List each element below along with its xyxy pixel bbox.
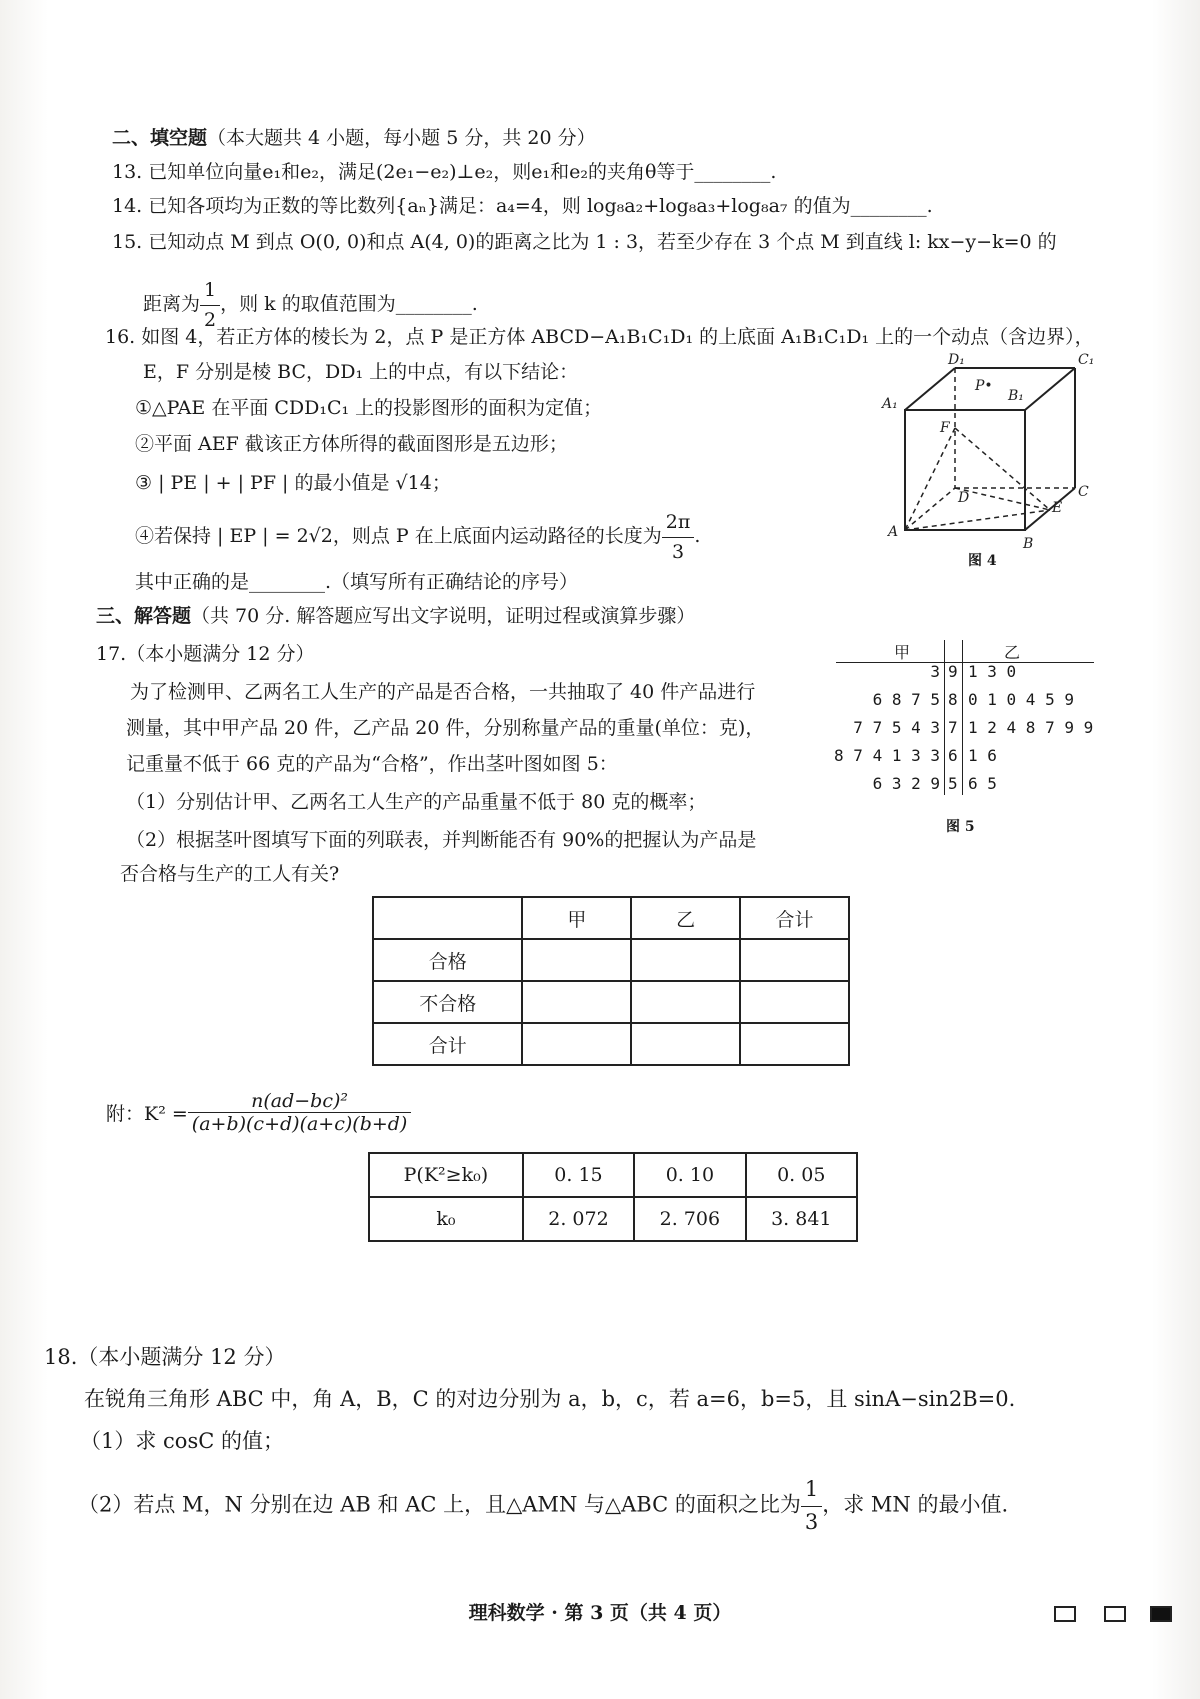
section2-title: 二、填空题 (112, 127, 208, 149)
q16-c4-frac-num: 2π (662, 508, 695, 538)
table-row-label: 合计 (373, 1023, 522, 1065)
table-cell (522, 981, 631, 1023)
table-cell (522, 939, 631, 981)
q16-c4-fraction (662, 508, 695, 566)
formula-fraction (188, 1090, 412, 1135)
stem-row-right: 1 2 4 8 7 9 9 (968, 718, 1094, 737)
stem-row-left: 8 7 4 1 3 3 (834, 746, 940, 765)
stem-row-stem: 7 (948, 718, 958, 737)
q15-text-pre: 距离为 (143, 293, 201, 315)
table-row (373, 1023, 849, 1065)
table-cell (740, 1023, 849, 1065)
question-18-sub1: （1）求 cosC 的值； (80, 1429, 284, 1453)
stem-header-right: 乙 (1004, 643, 1021, 662)
section3-heading (96, 602, 695, 631)
page-footer: 理科数学 · 第 3 页（共 4 页） (468, 1602, 732, 1624)
table-cell (740, 939, 849, 981)
label-P: P• (975, 378, 993, 394)
question-15-line1: 15. 已知动点 M 到点 O(0, 0)和点 A(4, 0)的距离之比为 1 : 3，若至少存在 3 个点 M 到直线 l: kx−y−k=0 的 (112, 231, 1057, 253)
stem-row-stem: 8 (948, 690, 958, 709)
table-cell (740, 981, 849, 1023)
section3-note: （共 70 分. 解答题应写出文字说明，证明过程或演算步骤） (191, 605, 696, 627)
table-cell (631, 981, 740, 1023)
section2-heading (112, 124, 596, 153)
question-18-title: 18.（本小题满分 12 分） (44, 1345, 286, 1369)
question-18-sub2 (78, 1474, 1008, 1538)
table-cell (522, 1023, 631, 1065)
stem-row-left: 7 7 5 4 3 (853, 718, 940, 737)
stem-row-stem: 6 (948, 746, 958, 765)
question-16-line1: 16. 如图 4，若正方体的棱长为 2，点 P 是正方体 ABCD−A₁B₁C₁D₁ 的上底面 A₁B₁C₁D₁ 上的一个动点（含边界）， (105, 326, 1094, 348)
q16-c4-frac-den: 3 (671, 540, 685, 563)
question-17-sub1: （1）分别估计甲、乙两名工人生产的产品重量不低于 80 克的概率； (126, 791, 707, 813)
table-cell: 0. 10 (634, 1153, 745, 1197)
label-B1: B₁ (1008, 388, 1024, 404)
table-header-cell: 合计 (740, 897, 849, 939)
stem-row-right: 6 5 (968, 774, 997, 793)
q18-s2-post: ，求 MN 的最小值. (822, 1492, 1009, 1517)
table-cell: k₀ (369, 1197, 523, 1241)
q15-text-post: ，则 k 的取值范围为________. (220, 293, 478, 315)
table-cell: 2. 706 (634, 1197, 745, 1241)
label-F: F (940, 420, 950, 436)
stem-row-right: 1 3 0 (968, 662, 1017, 681)
q16-c4-pre: ④若保持 | EP | = 2√2，则点 P 在上底面内运动路径的长度为 (135, 525, 662, 547)
question-17-sub2b: 否合格与生产的工人有关? (120, 863, 340, 885)
stem-row-stem: 9 (948, 662, 958, 681)
label-E: E (1052, 500, 1063, 516)
stem-row-left: 6 3 2 9 (872, 774, 940, 793)
table-cell: 3. 841 (746, 1197, 857, 1241)
table-cell (631, 939, 740, 981)
label-C: C (1078, 484, 1089, 500)
question-17-p2: 测量，其中甲产品 20 件，乙产品 20 件，分别称量产品的重量(单位：克)， (126, 717, 765, 739)
cube-front-face (905, 410, 1025, 530)
q16-c4-post: . (694, 525, 701, 547)
formula-denominator: (a+b)(c+d)(a+c)(b+d) (191, 1113, 408, 1135)
table-row (369, 1153, 857, 1197)
stem-header-line (836, 662, 1094, 663)
stem-row-right: 0 1 0 4 5 9 (968, 690, 1074, 709)
page-indicator-filled (1150, 1606, 1172, 1622)
stem-row-left: 3 (930, 662, 940, 681)
stem-row-right: 1 6 (968, 746, 997, 765)
section2-note: （本大题共 4 小题，每小题 5 分，共 20 分） (207, 127, 596, 149)
table-row (373, 939, 849, 981)
page-indicator-empty (1104, 1606, 1126, 1622)
q18-frac-num: 1 (801, 1474, 822, 1507)
formula-numerator: n(ad−bc)² (188, 1090, 412, 1113)
cube-figure (880, 350, 1100, 565)
table-row-label: 合格 (373, 939, 522, 981)
stem-divider-left (944, 640, 945, 795)
question-16-conclusion-3: ③ | PE | + | PF | 的最小值是 √14； (135, 472, 451, 494)
q15-frac-num: 1 (200, 276, 220, 306)
contingency-table (372, 896, 850, 1066)
figure-5-caption: 图 5 (946, 819, 975, 835)
label-A: A (888, 524, 899, 540)
label-D: D (958, 490, 970, 506)
table-cell: 2. 072 (523, 1197, 634, 1241)
table-row-label: 不合格 (373, 981, 522, 1023)
label-B: B (1023, 536, 1034, 552)
table-cell: P(K²≥k₀) (369, 1153, 523, 1197)
table-cell: 0. 05 (746, 1153, 857, 1197)
figure-4-caption: 图 4 (968, 553, 997, 569)
question-16-line2: E，F 分别是棱 BC，DD₁ 上的中点，有以下结论： (143, 361, 579, 383)
question-14: 14. 已知各项均为正数的等比数列{aₙ}满足：a₄=4，则 log₈a₂+log₈a₃+log₈a₇ 的值为________. (112, 195, 933, 217)
formula-label: 附：K² = (106, 1103, 188, 1125)
question-17-title: 17.（本小题满分 12 分） (96, 643, 315, 665)
table-row (373, 981, 849, 1023)
label-D1: D₁ (948, 352, 965, 368)
question-13: 13. 已知单位向量e₁和e₂，满足(2e₁−e₂)⊥e₂，则e₁和e₂的夹角θ等于________. (112, 161, 777, 183)
q18-fraction (801, 1474, 822, 1538)
section3-title: 三、解答题 (96, 605, 192, 627)
question-17-p1: 为了检测甲、乙两名工人生产的产品是否合格，一共抽取了 40 件产品进行 (130, 681, 756, 703)
table-header-cell: 乙 (631, 897, 740, 939)
question-17-p3: 记重量不低于 66 克的产品为“合格”，作出茎叶图如图 5： (126, 753, 618, 775)
q15-frac-den: 2 (204, 308, 217, 331)
q18-s2-pre: （2）若点 M，N 分别在边 AB 和 AC 上，且△AMN 与△ABC 的面积之比为 (78, 1492, 801, 1517)
critical-value-table (368, 1152, 858, 1242)
question-16-conclusion-4 (135, 508, 700, 566)
table-cell: 0. 15 (523, 1153, 634, 1197)
table-header-cell: 甲 (522, 897, 631, 939)
question-16-answer: 其中正确的是________.（填写所有正确结论的序号） (135, 571, 579, 593)
q18-frac-den: 3 (804, 1509, 819, 1534)
question-18-p1: 在锐角三角形 ABC 中，角 A，B，C 的对边分别为 a，b，c，若 a=6，b=5，且 sinA−sin2B=0. (84, 1387, 1016, 1411)
label-C1: C₁ (1078, 352, 1095, 368)
stem-row-stem: 5 (948, 774, 958, 793)
question-17-sub2a: （2）根据茎叶图填写下面的列联表，并判断能否有 90%的把握认为产品是 (126, 829, 757, 851)
stem-row-left: 6 8 7 5 (872, 690, 940, 709)
table-cell (631, 1023, 740, 1065)
table-row (369, 1197, 857, 1241)
page-indicator-empty (1054, 1606, 1076, 1622)
k2-formula (106, 1090, 411, 1135)
question-16-conclusion-1: ①△PAE 在平面 CDD₁C₁ 上的投影图形的面积为定值； (135, 397, 603, 419)
stem-header-left: 甲 (894, 643, 911, 662)
label-A1: A₁ (882, 396, 898, 412)
stem-divider-right (962, 640, 963, 795)
question-16-conclusion-2: ②平面 AEF 截该正方体所得的截面图形是五边形； (135, 433, 568, 455)
table-header-row (373, 897, 849, 939)
table-cell (373, 897, 522, 939)
